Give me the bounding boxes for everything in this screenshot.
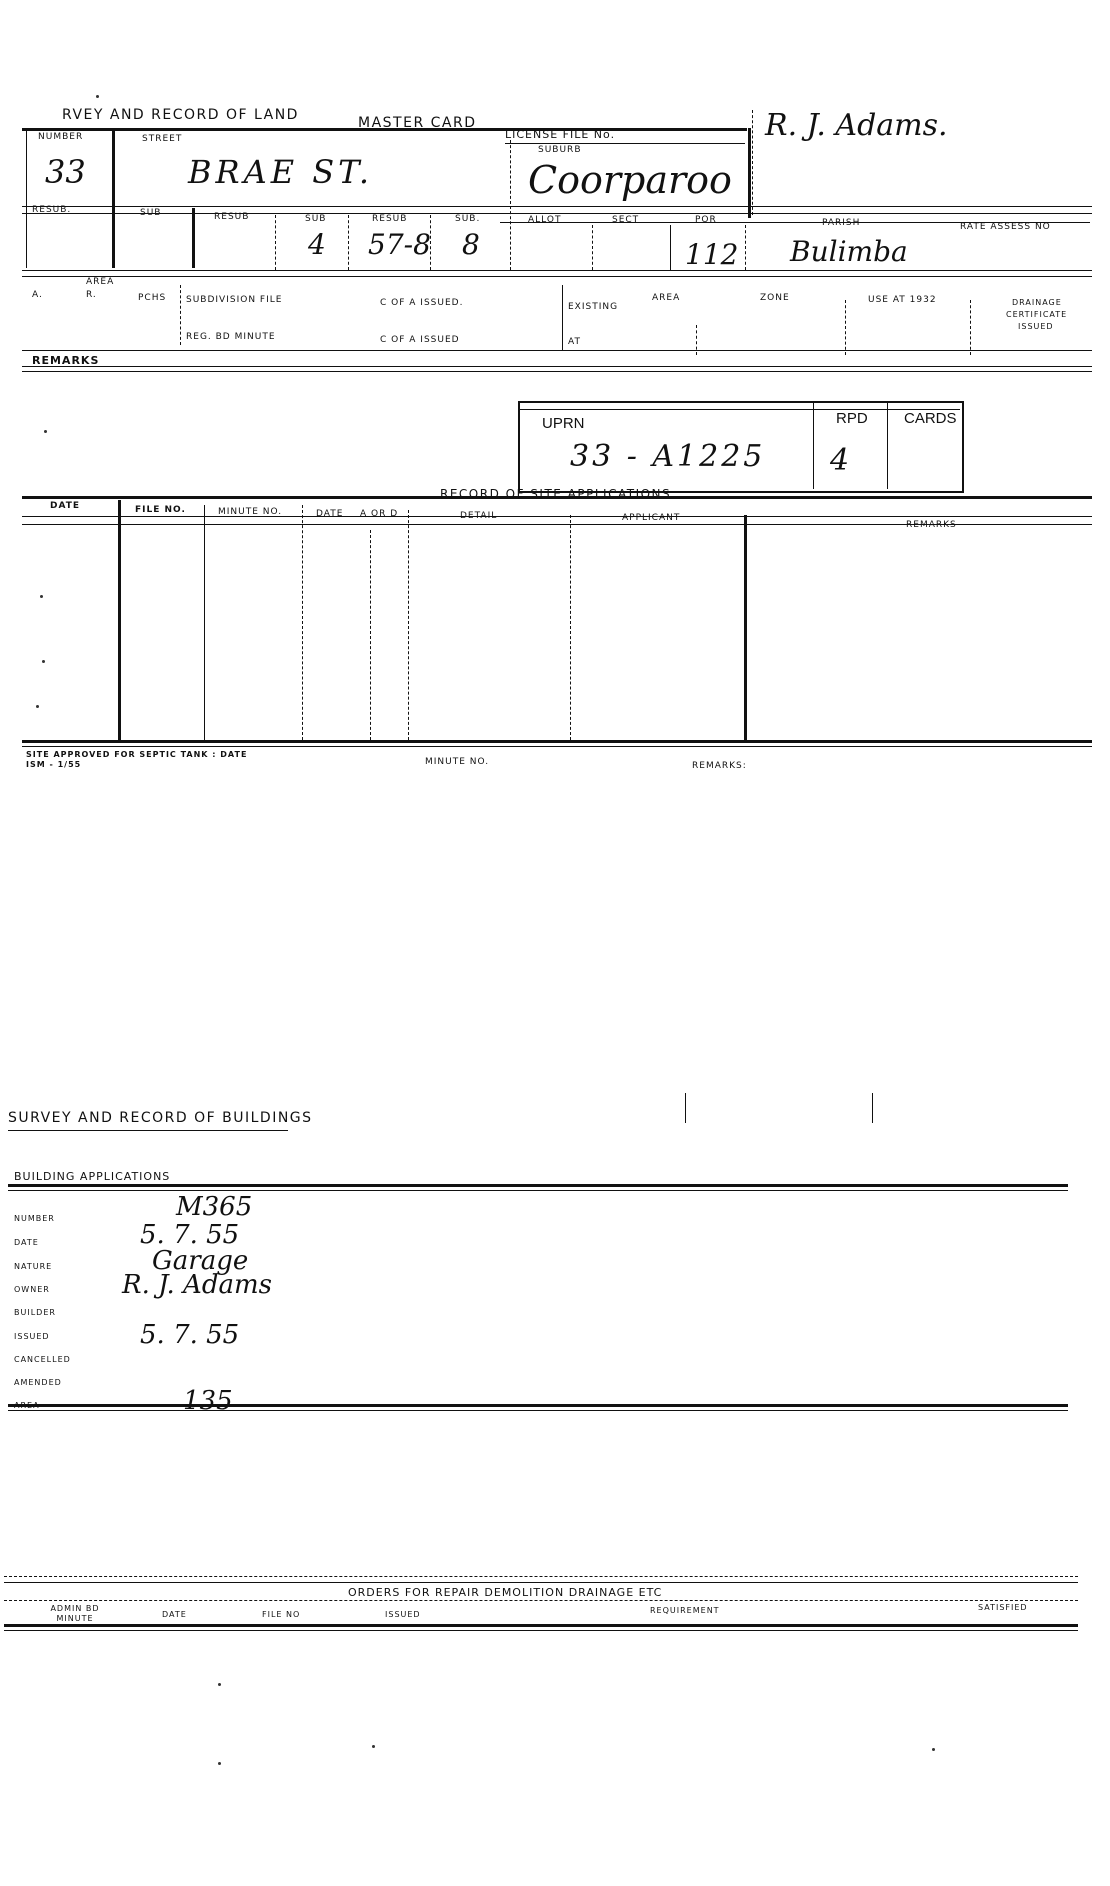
site-top-rule: [22, 496, 1092, 499]
scan-mark-1: [685, 1093, 686, 1123]
building-label-amended: AMENDED: [14, 1378, 62, 1387]
buildings-top-rule-2: [8, 1190, 1068, 1191]
issued-label: ISSUED: [1018, 322, 1054, 331]
area-label: AREA: [86, 277, 115, 287]
building-label-issued: ISSUED: [14, 1332, 50, 1341]
uprn-box-inner-rule: [520, 409, 960, 410]
signature: R. J. Adams.: [765, 108, 948, 143]
buildings-subtitle: BUILDING APPLICATIONS: [14, 1170, 171, 1183]
license-file-label: LICENSE FILE No.: [505, 128, 616, 141]
master-card-label: MASTER CARD: [358, 115, 477, 131]
subdivision-file-label: SUBDIVISION FILE: [186, 295, 283, 305]
building-label-nature: NATURE: [14, 1262, 53, 1271]
signature-divider: [752, 110, 753, 215]
building-label-builder: BUILDER: [14, 1308, 56, 1317]
pchs-label: PCHS: [138, 293, 167, 303]
resub-value: 57-8: [368, 228, 431, 261]
building-value-date: 5. 7. 55: [140, 1220, 240, 1250]
building-value-owner: R. J. Adams: [122, 1270, 272, 1300]
buildings-top-rule: [8, 1184, 1068, 1187]
orders-col-issued: ISSUED: [385, 1610, 421, 1619]
street-label: STREET: [142, 134, 183, 144]
building-value-issued: 5. 7. 55: [140, 1320, 240, 1350]
use-col-divider: [970, 300, 971, 355]
buildings-title-rule: [8, 1130, 288, 1131]
scan-speck: [36, 705, 39, 708]
r-label: R.: [86, 290, 97, 300]
orders-title-rule: [4, 1600, 1078, 1601]
uprn-box: [518, 401, 964, 493]
site-col-applicant: APPLICANT: [622, 513, 681, 523]
site-col-date: DATE: [50, 501, 81, 511]
col-resub-divider: [275, 215, 276, 270]
rate-assess-label: RATE ASSESS NO: [960, 222, 1051, 232]
col-allot-divider: [592, 225, 593, 270]
rpd-label: RPD: [836, 410, 868, 427]
remarks-label: REMARKS: [32, 354, 100, 367]
orders-title: ORDERS FOR REPAIR DEMOLITION DRAINAGE ETC: [348, 1586, 663, 1599]
row2-bottom-2: [22, 276, 1092, 277]
building-value-nature: Garage: [152, 1246, 249, 1276]
at-label: AT: [568, 337, 581, 347]
orders-header-rule-2: [4, 1630, 1078, 1631]
col-number-divider: [112, 128, 115, 268]
buildings-title: SURVEY AND RECORD OF BUILDINGS: [8, 1110, 313, 1126]
septic-remarks: REMARKS:: [692, 761, 747, 771]
use-at-1932-label: USE AT 1932: [868, 295, 937, 305]
row1-bottom-2: [22, 213, 1092, 214]
sub2-label: SUB: [305, 214, 327, 224]
uprn-value: 33 - A1225: [570, 439, 766, 474]
site-col-remarks: REMARKS: [906, 520, 957, 530]
cards-label: CARDS: [904, 410, 957, 427]
site-divider-4: [370, 530, 371, 740]
septic-label: SITE APPROVED FOR SEPTIC TANK : DATE: [26, 750, 248, 759]
col-license-right: [748, 128, 751, 218]
sect-label: SECT: [612, 215, 640, 225]
zone-label: ZONE: [760, 293, 790, 303]
site-applications-title: RECORD OF SITE APPLICATIONS: [440, 487, 672, 501]
por-label: POR: [695, 215, 717, 225]
c-of-a-issued-1-label: C OF A ISSUED.: [380, 298, 464, 308]
buildings-bottom-rule: [8, 1404, 1068, 1407]
c-of-a-issued-2-label: C OF A ISSUED: [380, 335, 460, 345]
scan-speck: [42, 660, 45, 663]
resub2-label: RESUB: [214, 212, 250, 222]
site-col-a-or-d: A OR D: [360, 509, 399, 519]
orders-top-rule-2: [4, 1582, 1078, 1583]
septic-minute-no: MINUTE NO.: [425, 757, 490, 767]
site-bottom-rule: [22, 740, 1092, 743]
sub-a-value: 4: [308, 228, 326, 261]
scan-speck: [96, 95, 99, 98]
orders-col-satisfied: SATISFIED: [978, 1603, 1028, 1612]
uprn-rpd-divider: [813, 403, 814, 489]
building-label-owner: OWNER: [14, 1285, 50, 1294]
row3-bottom: [22, 350, 1092, 351]
a-label: A.: [32, 290, 43, 300]
license-rule: [505, 143, 745, 144]
site-col-detail: DETAIL: [460, 511, 498, 521]
scan-speck: [372, 1745, 375, 1748]
row1-bottom: [22, 206, 1092, 207]
resub3-label: RESUB: [372, 214, 408, 224]
orders-col-file-no: FILE NO: [262, 1610, 301, 1619]
col-sub2-divider: [348, 215, 349, 270]
site-divider-2: [204, 505, 205, 740]
pchs-divider: [180, 285, 181, 345]
number-value: 33: [45, 153, 86, 191]
rpd-cards-divider: [887, 403, 888, 489]
remarks-rule: [22, 366, 1092, 367]
scan-speck: [44, 430, 47, 433]
existing-divider: [562, 285, 563, 350]
drainage-label: DRAINAGE: [1012, 298, 1062, 307]
site-bottom-rule-2: [22, 746, 1092, 747]
orders-col-admin: ADMIN BD MINUTE: [50, 1604, 100, 1623]
col-por-divider: [745, 225, 746, 270]
top-rule: [22, 128, 747, 131]
land-card-title: RVEY AND RECORD OF LAND: [62, 107, 299, 123]
sub-label: SUB: [140, 208, 162, 218]
suburb-label: SUBURB: [538, 145, 582, 155]
scan-mark-2: [872, 1093, 873, 1123]
area2-label: AREA: [652, 293, 681, 303]
por-value: 112: [685, 238, 739, 271]
building-label-date: DATE: [14, 1238, 39, 1247]
scan-speck: [40, 595, 43, 598]
site-divider-1: [118, 500, 121, 740]
site-col-minute-no: MINUTE NO.: [218, 507, 283, 517]
site-header-rule: [22, 516, 1092, 517]
building-label-number: NUMBER: [14, 1214, 55, 1223]
buildings-bottom-rule-2: [8, 1410, 1068, 1411]
site-col-date2: DATE: [316, 509, 344, 519]
orders-header-rule: [4, 1624, 1078, 1627]
certificate-label: CERTIFICATE: [1006, 310, 1068, 319]
orders-col-requirement: REQUIREMENT: [650, 1606, 720, 1615]
row2-bottom: [22, 270, 1092, 271]
street-value: BRAE ST.: [188, 153, 373, 191]
site-col-file-no: FILE NO.: [135, 505, 186, 515]
col-sub-divider: [192, 208, 195, 268]
building-label-area: AREA: [14, 1401, 40, 1410]
orders-top-rule: [4, 1576, 1078, 1577]
building-value-area: 135: [183, 1386, 233, 1416]
building-label-cancelled: CANCELLED: [14, 1355, 71, 1364]
site-divider-5: [408, 510, 409, 740]
uprn-label: UPRN: [542, 415, 585, 432]
col-suburb-divider: [510, 140, 511, 270]
sub3-label: SUB.: [455, 214, 481, 224]
remarks-rule-2: [22, 371, 1092, 372]
suburb-value: Coorparoo: [528, 158, 732, 202]
site-divider-7: [744, 515, 747, 740]
zone-col-divider: [845, 300, 846, 355]
existing-label: EXISTING: [568, 302, 619, 312]
scan-speck: [932, 1748, 935, 1751]
reg-bd-minute-label: REG. BD MINUTE: [186, 332, 276, 342]
building-value-number: M365: [176, 1192, 253, 1222]
allot-label: ALLOT: [528, 215, 562, 225]
parish-value: Bulimba: [790, 235, 908, 268]
number-label: NUMBER: [38, 132, 84, 142]
site-divider-6: [570, 515, 571, 740]
site-divider-3: [302, 505, 303, 740]
parish-label: PARISH: [822, 218, 861, 228]
orders-col-date: DATE: [162, 1610, 187, 1619]
scan-speck: [218, 1683, 221, 1686]
sub-b-value: 8: [462, 228, 480, 261]
septic-ref: ISM - 1/55: [26, 760, 82, 769]
rpd-value: 4: [830, 443, 850, 478]
left-edge: [26, 128, 27, 268]
scan-speck: [218, 1762, 221, 1765]
resub-label: RESUB.: [32, 205, 72, 215]
col-sect-divider: [670, 225, 671, 270]
row2-rule: [500, 222, 1090, 223]
